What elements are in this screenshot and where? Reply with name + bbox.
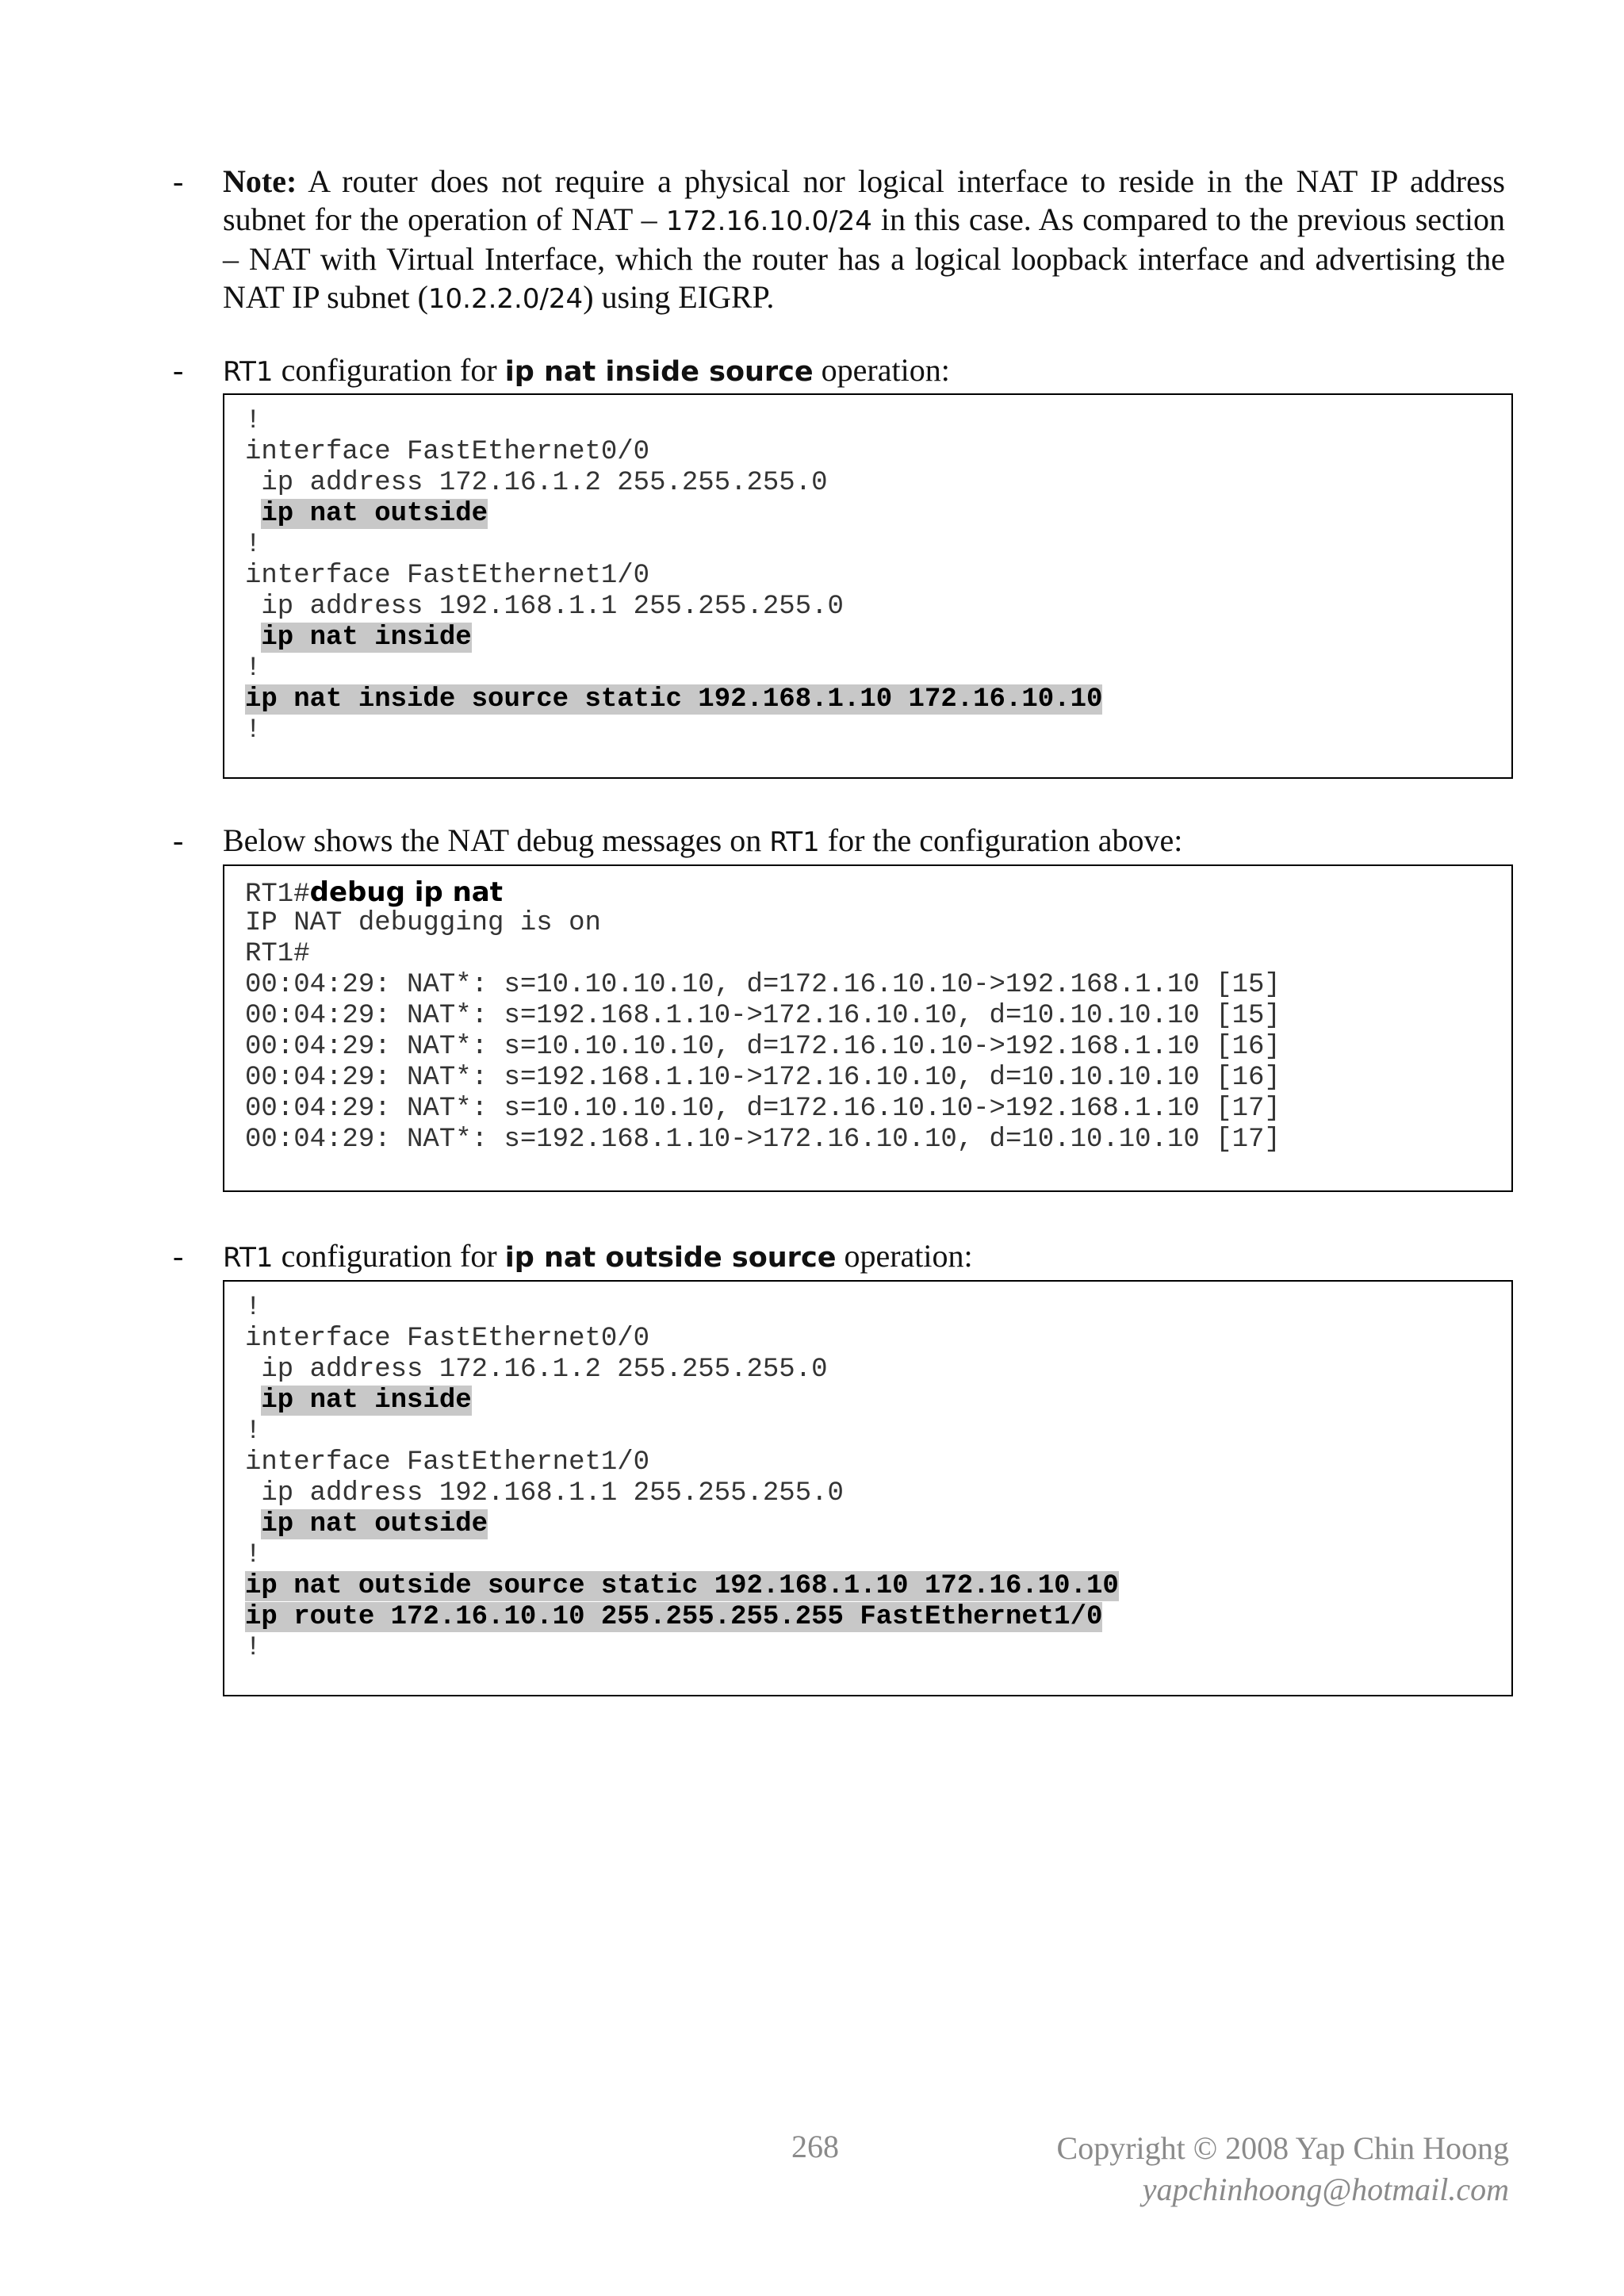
- bullet-dash: -: [173, 163, 184, 199]
- code-text: [245, 499, 261, 529]
- copyright-text: Copyright © 2008 Yap Chin Hoong: [1056, 2130, 1509, 2166]
- code-line: [245, 561, 1511, 592]
- code-line: [245, 530, 1511, 561]
- page-number: 268: [791, 2129, 839, 2164]
- code-lines: [245, 406, 1511, 746]
- code-line: 00:04:29: NAT*: s=10.10.10.10, d=172.16.10.10->192.168.1.10 [16]: [245, 1032, 1281, 1062]
- code-line: 00:04:29: NAT*: s=192.168.1.10->172.16.10.10, d=10.10.10.10 [17]: [245, 1125, 1281, 1155]
- section1-heading: [223, 351, 1505, 391]
- code-text: [245, 623, 261, 653]
- highlighted-command: ip nat inside: [261, 1386, 472, 1416]
- code-line: 00:04:29: NAT*: s=10.10.10.10, d=172.16.10.10->192.168.1.10 [17]: [245, 1094, 1281, 1124]
- code-line: 00:04:29: NAT*: s=192.168.1.10->172.16.10.10, d=10.10.10.10 [15]: [245, 1001, 1281, 1031]
- code-line: [245, 468, 1511, 499]
- code-text: !: [245, 406, 262, 436]
- highlighted-command: ip nat inside: [261, 623, 472, 653]
- debug-prompt: RT1#: [245, 880, 310, 910]
- code-line: [245, 1571, 1511, 1602]
- code-line: [245, 1633, 1511, 1664]
- code-line: [245, 437, 1511, 468]
- copyright-block: [1057, 2128, 1509, 2210]
- section3-heading: [223, 1237, 1505, 1277]
- code-line: [245, 592, 1511, 623]
- section1-pre: configuration for: [273, 352, 505, 388]
- debug-command-line: [245, 877, 1511, 908]
- config-box-inside-source: [223, 393, 1513, 779]
- code-line: [245, 1540, 1511, 1571]
- section1-post: operation:: [813, 352, 950, 388]
- code-text: !: [245, 654, 262, 684]
- code-text: ip address 172.16.1.2 255.255.255.0: [245, 1355, 828, 1385]
- code-line: 00:04:29: NAT*: s=10.10.10.10, d=172.16.10.10->192.168.1.10 [15]: [245, 970, 1281, 1000]
- note-text-1: A router does not require a physical nor logical interface to reside in the NAT IP address subnet for the operation of NAT –: [223, 163, 1505, 237]
- code-text: !: [245, 715, 262, 746]
- highlighted-command: ip nat outside: [261, 499, 488, 529]
- note-text-3: ) using EIGRP.: [583, 279, 775, 315]
- code-text: !: [245, 1540, 262, 1570]
- code-line: [245, 684, 1511, 715]
- debug-command: debug ip nat: [309, 876, 503, 908]
- code-text: [245, 1386, 261, 1416]
- code-line: [245, 1478, 1511, 1509]
- code-line: 00:04:29: NAT*: s=192.168.1.10->172.16.10.10, d=10.10.10.10 [16]: [245, 1063, 1281, 1093]
- highlighted-command: ip route 172.16.10.10 255.255.255.255 FastEthernet1/0: [245, 1602, 1103, 1632]
- code-text: !: [245, 1416, 262, 1447]
- note-paragraph: [223, 163, 1505, 318]
- code-line: [245, 1447, 1511, 1478]
- code-line: [245, 654, 1511, 684]
- code-text: ip address 192.168.1.1 255.255.255.0: [245, 1478, 844, 1508]
- code-line: [245, 1602, 1511, 1633]
- code-text: interface FastEthernet0/0: [245, 437, 650, 467]
- code-line: [245, 1416, 1511, 1447]
- code-text: !: [245, 1633, 262, 1663]
- highlighted-command: ip nat outside source static 192.168.1.10 172.16.10.10: [245, 1571, 1119, 1601]
- section1-keyword: ip nat inside source: [504, 356, 814, 388]
- code-line: [245, 1386, 1511, 1416]
- code-text: interface FastEthernet0/0: [245, 1324, 650, 1354]
- code-line: [245, 1293, 1511, 1324]
- code-text: !: [245, 1293, 262, 1323]
- note-label: Note:: [223, 163, 297, 199]
- code-text: ip address 172.16.1.2 255.255.255.0: [245, 468, 828, 498]
- bullet-dash: -: [173, 822, 184, 858]
- code-line: [245, 623, 1511, 654]
- code-line: [245, 715, 1511, 746]
- section3-keyword: ip nat outside source: [504, 1242, 837, 1274]
- bullet-dash: -: [173, 352, 184, 388]
- highlighted-command: ip nat inside source static 192.168.1.10 172.16.10.10: [245, 684, 1103, 715]
- code-text: !: [245, 530, 262, 560]
- code-line: IP NAT debugging is on: [245, 908, 601, 938]
- debug-lines: [245, 908, 1511, 1156]
- note-subnet-2: 10.2.2.0/24: [427, 283, 584, 315]
- section2-pre: Below shows the NAT debug messages on: [223, 822, 770, 858]
- code-line: [245, 1324, 1511, 1355]
- config-box-outside-source: [223, 1280, 1513, 1696]
- code-line: [245, 1355, 1511, 1386]
- note-text-2: in this case. As compared to the previous section – NAT with Virtual Interface, which the router has a logical loopback interface and advertising the NAT IP subnet (: [223, 201, 1505, 315]
- code-line: [245, 1509, 1511, 1540]
- code-text: ip address 192.168.1.1 255.255.255.0: [245, 592, 844, 622]
- debug-output-box: [223, 864, 1513, 1192]
- code-lines: [245, 1293, 1511, 1664]
- section3-post: operation:: [836, 1238, 973, 1274]
- author-email: yapchinhoong@hotmail.com: [1142, 2171, 1509, 2207]
- code-line: [245, 499, 1511, 530]
- code-text: interface FastEthernet1/0: [245, 1447, 650, 1478]
- code-line: [245, 406, 1511, 437]
- code-text: [245, 1509, 261, 1539]
- section2-post: for the configuration above:: [819, 822, 1183, 858]
- code-text: interface FastEthernet1/0: [245, 561, 650, 591]
- section3-device: RT1: [223, 1242, 274, 1274]
- highlighted-command: ip nat outside: [261, 1509, 488, 1539]
- section2-heading: [223, 822, 1505, 861]
- section3-pre: configuration for: [273, 1238, 505, 1274]
- note-subnet-1: 172.16.10.0/24: [665, 205, 872, 237]
- section1-device: RT1: [223, 356, 274, 388]
- code-line: RT1#: [245, 939, 310, 969]
- bullet-dash: -: [173, 1238, 184, 1274]
- section2-device: RT1: [769, 826, 820, 858]
